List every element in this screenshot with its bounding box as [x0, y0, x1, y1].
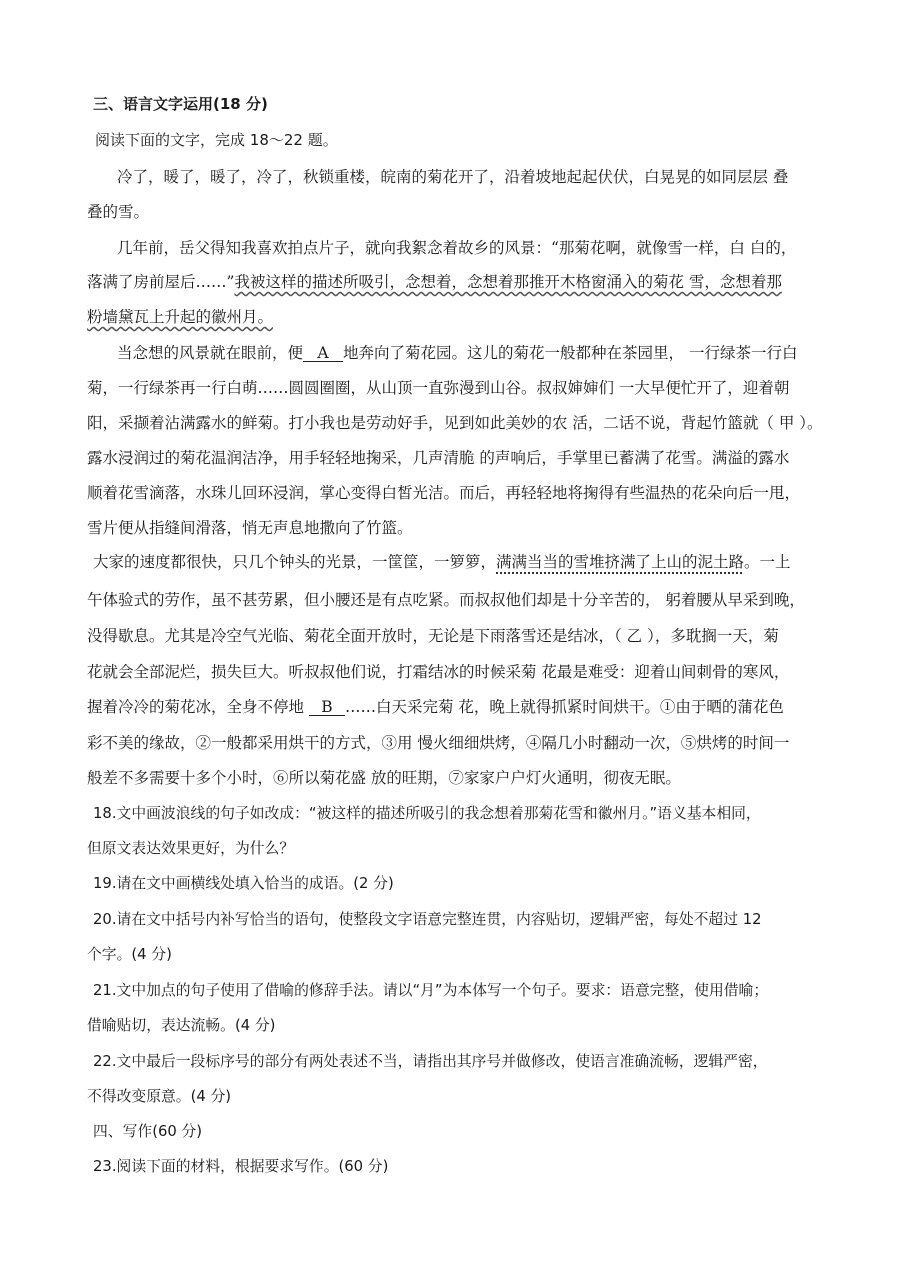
question-20-line-1: 20.请在文中括号内补写恰当的语句，使整段文字语意完整连贯，内容贴切，逻辑严密，每处不超过 12 [93, 911, 762, 928]
question-21-line-1: 21.文中加点的句子使用了借喻的修辞手法。请以“月”为本体写一个句子。要求：语意完整，使用借喻； [93, 982, 769, 999]
passage-p2-line-2 [87, 272, 782, 292]
passage-p4-line-3: 没得歇息。尤其是冷空气光临、菊花全面开放时，无论是下雨落雪还是结冰，（ 乙 ），多耽搁一天，菊 [87, 627, 779, 645]
passage-p3-line-1 [117, 343, 797, 363]
passage-p4-text-b: 。一上 [744, 553, 791, 571]
dotted-emphasis-sentence: 满满当当的雪堆挤满了上山的泥土路 [496, 553, 745, 571]
question-22-line-1: 22.文中最后一段标序号的部分有两处表述不当，请指出其序号并做修改，使语言准确流畅，逻辑严密， [93, 1053, 768, 1070]
question-21-line-2: 借喻贴切，表达流畅。(4 分) [87, 1017, 276, 1034]
passage-p4-line-1 [93, 552, 791, 572]
passage-p2-line-3 [87, 307, 273, 327]
passage-p3-line-4: 露水浸润过的菊花温润洁净，用手轻轻地掬采，几声清脆 的声响后，手掌里已蓄满了花雪。满溢的露水 [87, 449, 790, 467]
passage-p4-line-4: 花就会全部泥烂，损失巨大。听叔叔他们说，打霜结冰的时候采菊 花最是难受：迎着山间刺骨的寒风， [87, 663, 790, 681]
passage-p2-quote-end: 落满了房前屋后……” [87, 273, 235, 291]
wavy-underlined-sentence-end: 粉墙黛瓦上升起的徽州月。 [87, 308, 274, 326]
question-18-line-2: 但原文表达效果更好，为什么？ [87, 840, 295, 857]
passage-p3-line-6: 雪片便从指缝间滑落，悄无声息地撒向了竹篮。 [87, 519, 413, 537]
section-3-intro: 阅读下面的文字，完成 18～22 题。 [95, 131, 338, 149]
passage-p3-line-3: 阳，采撷着沾满露水的鲜菊。打小我也是劳动好手，见到如此美妙的农 活，二话不说，背起竹篮就（ 甲 ）。 [87, 414, 823, 432]
passage-p3-text-b: 地奔向了菊花园。这儿的菊花一般都种在茶园里， 一行绿茶一行白 [343, 344, 798, 362]
passage-p3-line-2: 菊，一行绿茶再一行白萌……圆圆圈圈，从山顶一直弥漫到山谷。叔叔婶婶们 一大早便忙开了，迎着朝 [87, 379, 790, 397]
passage-p1-line-2: 叠的雪。 [87, 203, 150, 221]
question-18-line-1: 18.文中画波浪线的句子如改成：“被这样的描述所吸引的我念想着那菊花雪和徽州月。”语义基本相同， [93, 805, 761, 822]
question-19: 19.请在文中画横线处填入恰当的成语。(2 分) [93, 875, 394, 892]
question-22-line-2: 不得改变原意。(4 分) [87, 1088, 232, 1105]
passage-p3-line-5: 顺着花雪滴落，水珠儿回环浸润，掌心变得白皙光洁。而后，再轻轻地将掬得有些温热的花朵向后一甩， [87, 484, 801, 502]
blank-b: B [309, 699, 345, 716]
blank-a: A [303, 345, 343, 362]
passage-p4-line-6: 彩不美的缘故，②一般都采用烘干的方式，③用 慢火细细烘烤，④隔几小时翻动一次，⑤烘烤的时间一 [87, 734, 790, 752]
passage-p4-text-a: 大家的速度都很快，只几个钟头的光景，一筐筐，一箩箩， [93, 553, 497, 571]
passage-p4-text-d: ……白天采完菊 花，晚上就得抓紧时间烘干。①由于晒的蒲花色 [344, 698, 784, 716]
passage-p4-line-5 [87, 697, 784, 717]
passage-p2-line-1: 几年前，岳父得知我喜欢拍点片子，就向我絮念着故乡的风景：“那菊花啊，就像雪一样，白 白的， [117, 239, 797, 257]
wavy-underlined-sentence: 我被这样的描述所吸引，念想着，念想着那推开木格窗涌入的菊花 雪，念想着那 [234, 273, 782, 291]
section-3-title: 三、语言文字运用(18 分) [93, 95, 268, 113]
section-4-title: 四、写作(60 分) [93, 1123, 203, 1140]
question-20-line-2: 个字。(4 分) [87, 946, 172, 963]
passage-p4-line-2: 午体验式的劳作，虽不甚劳累，但小腰还是有点吃紧。而叔叔他们却是十分辛苦的， 躬着腰从早采到晚， [87, 591, 805, 609]
passage-p1-line-1: 冷了，暖了，暖了，冷了，秋锁重楼，皖南的菊花开了，沿着坡地起起伏伏，白晃晃的如同层层 叠 [117, 168, 789, 186]
passage-p3-text-a: 当念想的风景就在眼前，便 [117, 344, 304, 362]
question-23: 23.阅读下面的材料，根据要求写作。(60 分) [93, 1158, 389, 1175]
passage-p4-line-7: 般差不多需要十多个小时，⑥所以菊花盛 放的旺期，⑦家家户户灯火通明，彻夜无眠。 [87, 769, 681, 787]
passage-p4-text-c: 握着冷冷的菊花冰，全身不停地 [87, 698, 309, 716]
